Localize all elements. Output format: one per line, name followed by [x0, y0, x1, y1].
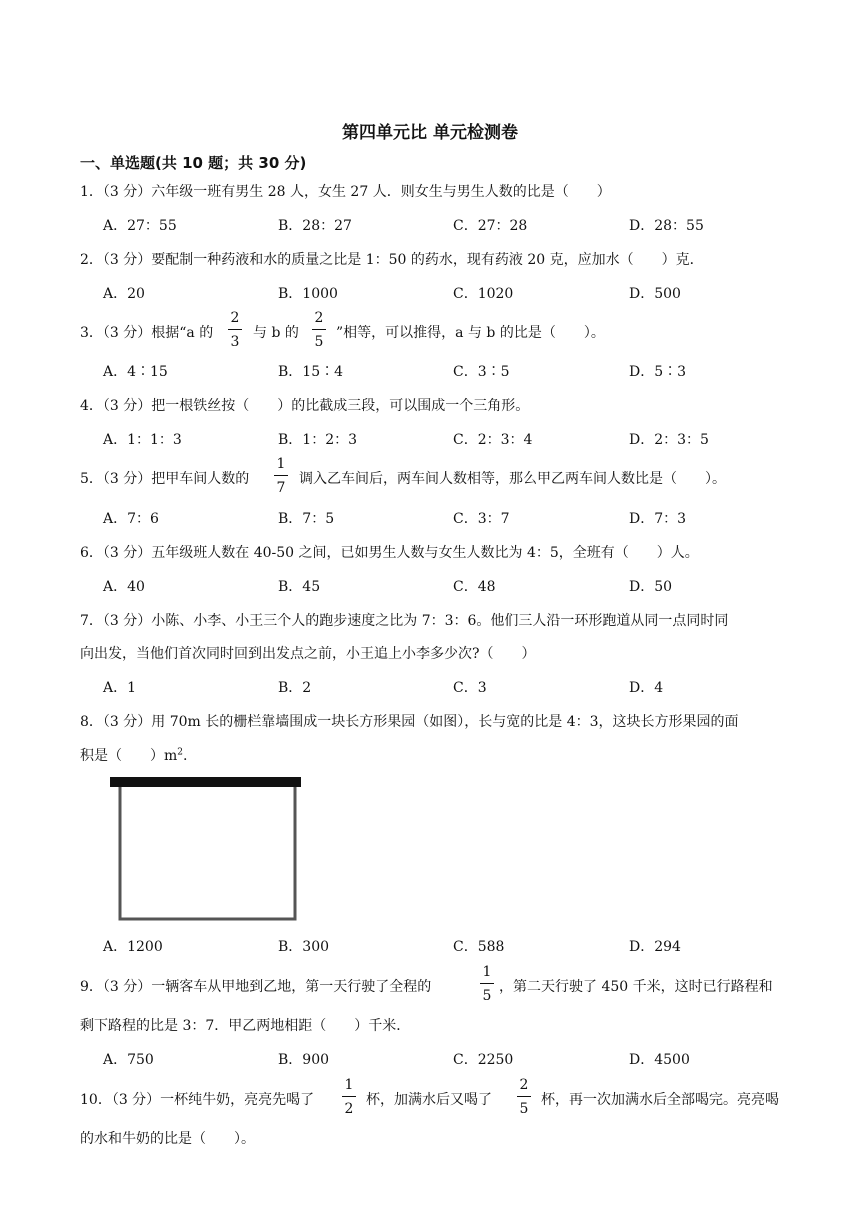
option-b[interactable]: B．15∶4 — [278, 364, 344, 380]
page-title: 第四单元比 单元检测卷 — [342, 123, 518, 143]
fraction-numerator: 1 — [276, 456, 286, 472]
option-c[interactable]: C．1020 — [453, 286, 514, 302]
option-c[interactable]: C．2250 — [453, 1052, 514, 1068]
option-a[interactable]: A．4∶15 — [103, 364, 168, 380]
fraction-numerator: 2 — [314, 310, 324, 326]
option-d[interactable]: D．5∶3 — [629, 364, 687, 380]
fraction-bar — [342, 1096, 356, 1097]
option-b[interactable]: B．1：2：3 — [278, 432, 358, 448]
question-text: 2．（3 分）要配制一种药液和水的质量之比是 1：50 的药水，现有药液 20 克，应加水（ ）克． — [80, 252, 704, 268]
option-d[interactable]: D．28：55 — [629, 218, 704, 234]
fraction-bar — [228, 329, 242, 330]
question-text-part: 10．（3 分）一杯纯牛奶，亮亮先喝了 — [80, 1092, 315, 1108]
question-text-part: 杯，加满水后又喝了 — [366, 1092, 492, 1108]
orchard-figure — [108, 775, 304, 925]
option-c[interactable]: C．3：7 — [453, 511, 510, 527]
question-text-part: 9．（3 分）一辆客车从甲地到乙地，第一天行驶了全程的 — [80, 979, 432, 995]
option-b[interactable]: B．300 — [278, 939, 330, 955]
option-a[interactable]: A．750 — [103, 1052, 154, 1068]
question-text: 向出发，当他们首次同时回到出发点之前，小王追上小李多少次?（ ） — [80, 646, 536, 662]
question-text-part: 杯，再一次加满水后全部喝完。亮亮喝 — [541, 1092, 779, 1108]
question-text-part: ”相等，可以推得，a 与 b 的比是（ ）。 — [336, 325, 605, 341]
option-d[interactable]: D．2：3：5 — [629, 432, 709, 448]
fraction — [341, 1077, 357, 1117]
question-text-part: . — [183, 748, 188, 764]
fraction-bar — [480, 983, 494, 984]
fraction-numerator: 1 — [344, 1077, 354, 1093]
fraction — [479, 964, 495, 1004]
fence-rectangle — [120, 787, 295, 919]
fraction-numerator: 2 — [519, 1077, 529, 1093]
fraction — [273, 456, 289, 496]
option-a[interactable]: A．7：6 — [103, 511, 159, 527]
option-c[interactable]: C．3 — [453, 680, 487, 696]
question-text: 6．（3 分）五年级班人数在 40-50 之间，已如男生人数与女生人数比为 4：5，全班有（ ）人。 — [80, 545, 699, 561]
option-c[interactable]: C．27：28 — [453, 218, 528, 234]
fraction-numerator: 2 — [230, 310, 240, 326]
option-a[interactable]: A．40 — [103, 579, 145, 595]
option-d[interactable]: D．294 — [629, 939, 681, 955]
option-d[interactable]: D．50 — [629, 579, 673, 595]
question-text — [80, 745, 187, 765]
option-d[interactable]: D．7：3 — [629, 511, 687, 527]
option-b[interactable]: B．7：5 — [278, 511, 335, 527]
option-d[interactable]: D．500 — [629, 286, 681, 302]
question-text-part: 积是（ ）m — [80, 748, 178, 764]
fraction-denominator: 2 — [344, 1101, 354, 1117]
question-text-part: 与 b 的 — [253, 325, 299, 341]
option-c[interactable]: C．2：3：4 — [453, 432, 533, 448]
unit-superscript: 2 — [177, 747, 184, 758]
fraction-denominator: 5 — [314, 334, 324, 350]
option-b[interactable]: B．2 — [278, 680, 312, 696]
fraction-denominator: 3 — [230, 334, 240, 350]
option-c[interactable]: C．3∶5 — [453, 364, 510, 380]
option-d[interactable]: D．4500 — [629, 1052, 690, 1068]
question-text-part: ，第二天行驶了 450 千米，这时已行路程和 — [499, 979, 773, 995]
question-text: 4．（3 分）把一根铁丝按（ ）的比截成三段，可以围成一个三角形。 — [80, 398, 530, 414]
question-text-part: 3．（3 分）根据“a 的 — [80, 325, 214, 341]
fraction — [311, 310, 327, 350]
option-a[interactable]: A．1 — [103, 680, 137, 696]
question-text: 剩下路程的比是 3：7．甲乙两地相距（ ）千米． — [80, 1018, 411, 1034]
question-text-part: 5．（3 分）把甲车间人数的 — [80, 471, 250, 487]
option-c[interactable]: C．48 — [453, 579, 496, 595]
fraction-bar — [517, 1096, 531, 1097]
question-text: 1．（3 分）六年级一班有男生 28 人，女生 27 人．则女生与男生人数的比是（ ） — [80, 184, 611, 200]
option-b[interactable]: B．28：27 — [278, 218, 352, 234]
option-b[interactable]: B．900 — [278, 1052, 330, 1068]
option-a[interactable]: A．1200 — [103, 939, 163, 955]
fraction-denominator: 7 — [276, 480, 286, 496]
question-text: 7．（3 分）小陈、小李、小王三个人的跑步速度之比为 7：3：6。他们三人沿一环形跑道从同一点同时同 — [80, 613, 729, 629]
fraction-bar — [312, 329, 326, 330]
section-heading: 一、单选题(共 10 题；共 30 分) — [80, 154, 307, 172]
question-text: 的水和牛奶的比是（ ）。 — [80, 1131, 255, 1147]
question-text: 8．（3 分）用 70m 长的栅栏靠墙围成一块长方形果园（如图），长与宽的比是 4：3，这块长方形果园的面 — [80, 714, 739, 730]
option-b[interactable]: B．1000 — [278, 286, 338, 302]
fraction — [516, 1077, 532, 1117]
option-a[interactable]: A．1：1：3 — [103, 432, 182, 448]
option-b[interactable]: B．45 — [278, 579, 321, 595]
fraction-denominator: 5 — [519, 1101, 529, 1117]
fraction-denominator: 5 — [482, 988, 492, 1004]
question-text-part: 调入乙车间后，两车间人数相等，那么甲乙两车间人数比是（ ）。 — [299, 471, 726, 487]
option-c[interactable]: C．588 — [453, 939, 505, 955]
wall — [110, 777, 301, 787]
option-a[interactable]: A．20 — [103, 286, 145, 302]
option-a[interactable]: A．27：55 — [103, 218, 177, 234]
fraction — [227, 310, 243, 350]
fraction-numerator: 1 — [482, 964, 492, 980]
fraction-bar — [274, 475, 288, 476]
option-d[interactable]: D．4 — [629, 680, 664, 696]
